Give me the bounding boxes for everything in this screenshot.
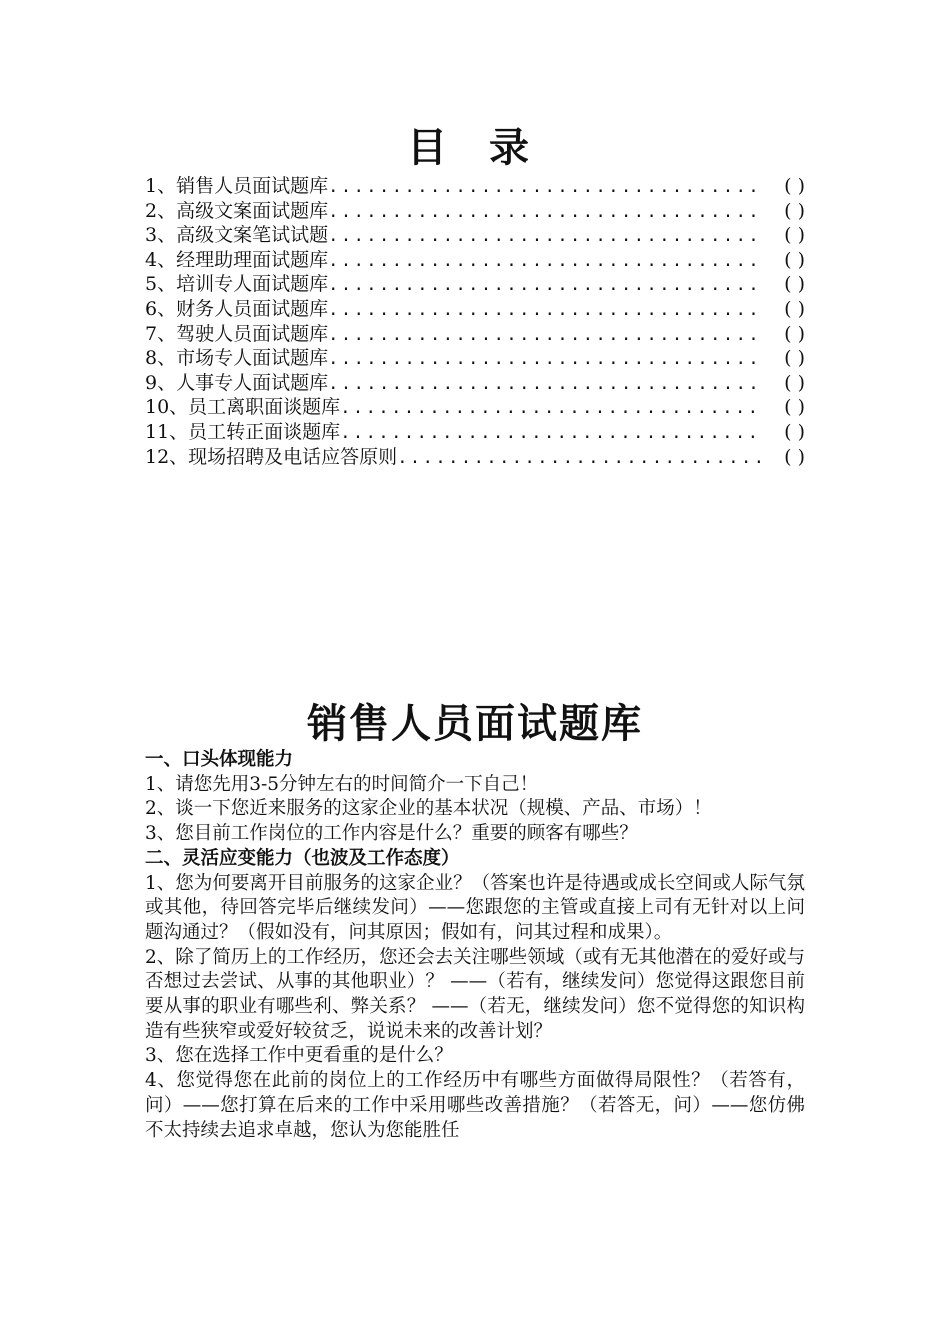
toc-item[interactable] xyxy=(145,223,805,248)
toc-item-page: ( ) xyxy=(784,273,805,296)
toc-leader-dots xyxy=(328,372,761,397)
toc-leader-dots xyxy=(340,396,761,421)
toc-leader-dots xyxy=(328,298,761,323)
toc-leader-dots xyxy=(328,249,761,274)
toc-item-label: 5、培训专人面试题库 xyxy=(145,273,329,296)
toc-item-label: 7、驾驶人员面试题库 xyxy=(145,322,329,345)
toc-leader-dots xyxy=(328,200,761,225)
question-paragraph: 3、您目前工作岗位的工作内容是什么？重要的顾客有哪些？ xyxy=(145,823,638,845)
toc-item[interactable] xyxy=(145,322,805,347)
toc-item-page: ( ) xyxy=(784,347,805,370)
toc-item-label: 10、员工离职面谈题库 xyxy=(145,396,341,419)
toc-item-label: 6、财务人员面试题库 xyxy=(145,297,329,320)
toc-item-page: ( ) xyxy=(784,175,805,197)
toc-item-label: 11、员工转正面谈题库 xyxy=(145,420,341,443)
toc-item[interactable] xyxy=(145,420,805,445)
toc-leader-dots xyxy=(328,347,761,372)
toc-item-page: ( ) xyxy=(784,224,805,247)
toc-item-label: 2、高级文案面试题库 xyxy=(145,199,329,222)
question-paragraph: 2、除了简历上的工作经历，您还会去关注哪些领域（或有无其他潜在的爱好或与否想过去尝试、从事的其他职业）？ ——（若有，继续发问）您觉得这跟您目前要从事的职业有哪些利、弊关系？ ——（若无，继续发问）您不觉得您的知识构造有些狭窄或爱好较贫乏，说说未来的改善计划？ xyxy=(145,946,805,1042)
toc-leader-dots xyxy=(340,421,761,446)
toc-item-page: ( ) xyxy=(784,371,805,394)
toc-item-page: ( ) xyxy=(784,322,805,345)
toc-leader-dots xyxy=(397,446,761,471)
toc-title: 目 录 xyxy=(407,125,543,171)
toc-item[interactable] xyxy=(145,272,805,297)
toc-item-label: 1、销售人员面试题库 xyxy=(145,175,329,197)
toc-item-page: ( ) xyxy=(784,396,805,419)
toc-item[interactable] xyxy=(145,174,805,199)
toc-item[interactable] xyxy=(145,395,805,420)
toc-item[interactable] xyxy=(145,371,805,396)
section-heading: 一、口头体现能力 xyxy=(145,749,294,770)
toc-item-label: 4、经理助理面试题库 xyxy=(145,248,329,271)
toc-item-label: 12、现场招聘及电话应答原则 xyxy=(145,445,398,468)
toc-item-label: 8、市场专人面试题库 xyxy=(145,347,329,370)
toc-item[interactable] xyxy=(145,248,805,273)
toc-item[interactable] xyxy=(145,346,805,371)
question-paragraph: 2、谈一下您近来服务的这家企业的基本状况（规模、产品、市场）！ xyxy=(145,798,712,820)
section-title: 销售人员面试题库 xyxy=(307,701,643,747)
question-paragraph: 3、您在选择工作中更看重的是什么？ xyxy=(145,1045,453,1067)
toc-item-page: ( ) xyxy=(784,445,805,468)
question-paragraph: 4、您觉得您在此前的岗位上的工作经历中有哪些方面做得局限性？（若答有，问）——您打算在后来的工作中采用哪些改善措施？（若答无，问）——您仿佛不太持续去追求卓越，您认为您能胜任 xyxy=(145,1070,805,1141)
toc-leader-dots xyxy=(328,323,761,348)
toc-item[interactable] xyxy=(145,297,805,322)
table-of-contents xyxy=(145,174,805,469)
toc-item[interactable] xyxy=(145,199,805,224)
toc-item[interactable] xyxy=(145,445,805,470)
toc-item-page: ( ) xyxy=(784,420,805,443)
toc-leader-dots xyxy=(328,273,761,298)
question-paragraph: 1、请您先用3-5分钟左右的时间简介一下自己！ xyxy=(145,773,539,795)
toc-item-page: ( ) xyxy=(784,248,805,271)
question-paragraph: 1、您为何要离开目前服务的这家企业？（答案也许是待遇或成长空间或人际气氛或其他，待回答完毕后继续发问）——您跟您的主管或直接上司有无针对以上问题沟通过？（假如没有，问其原因；假如有，问其过程和成果）。 xyxy=(145,872,805,943)
toc-leader-dots xyxy=(328,224,761,249)
toc-leader-dots xyxy=(328,175,761,200)
toc-item-page: ( ) xyxy=(784,199,805,222)
section-heading: 二、灵活应变能力（也波及工作态度） xyxy=(145,847,460,869)
toc-item-label: 9、人事专人面试题库 xyxy=(145,371,329,394)
toc-item-label: 3、高级文案笔试试题 xyxy=(145,224,329,247)
toc-item-page: ( ) xyxy=(784,297,805,320)
section-body xyxy=(145,748,805,1143)
